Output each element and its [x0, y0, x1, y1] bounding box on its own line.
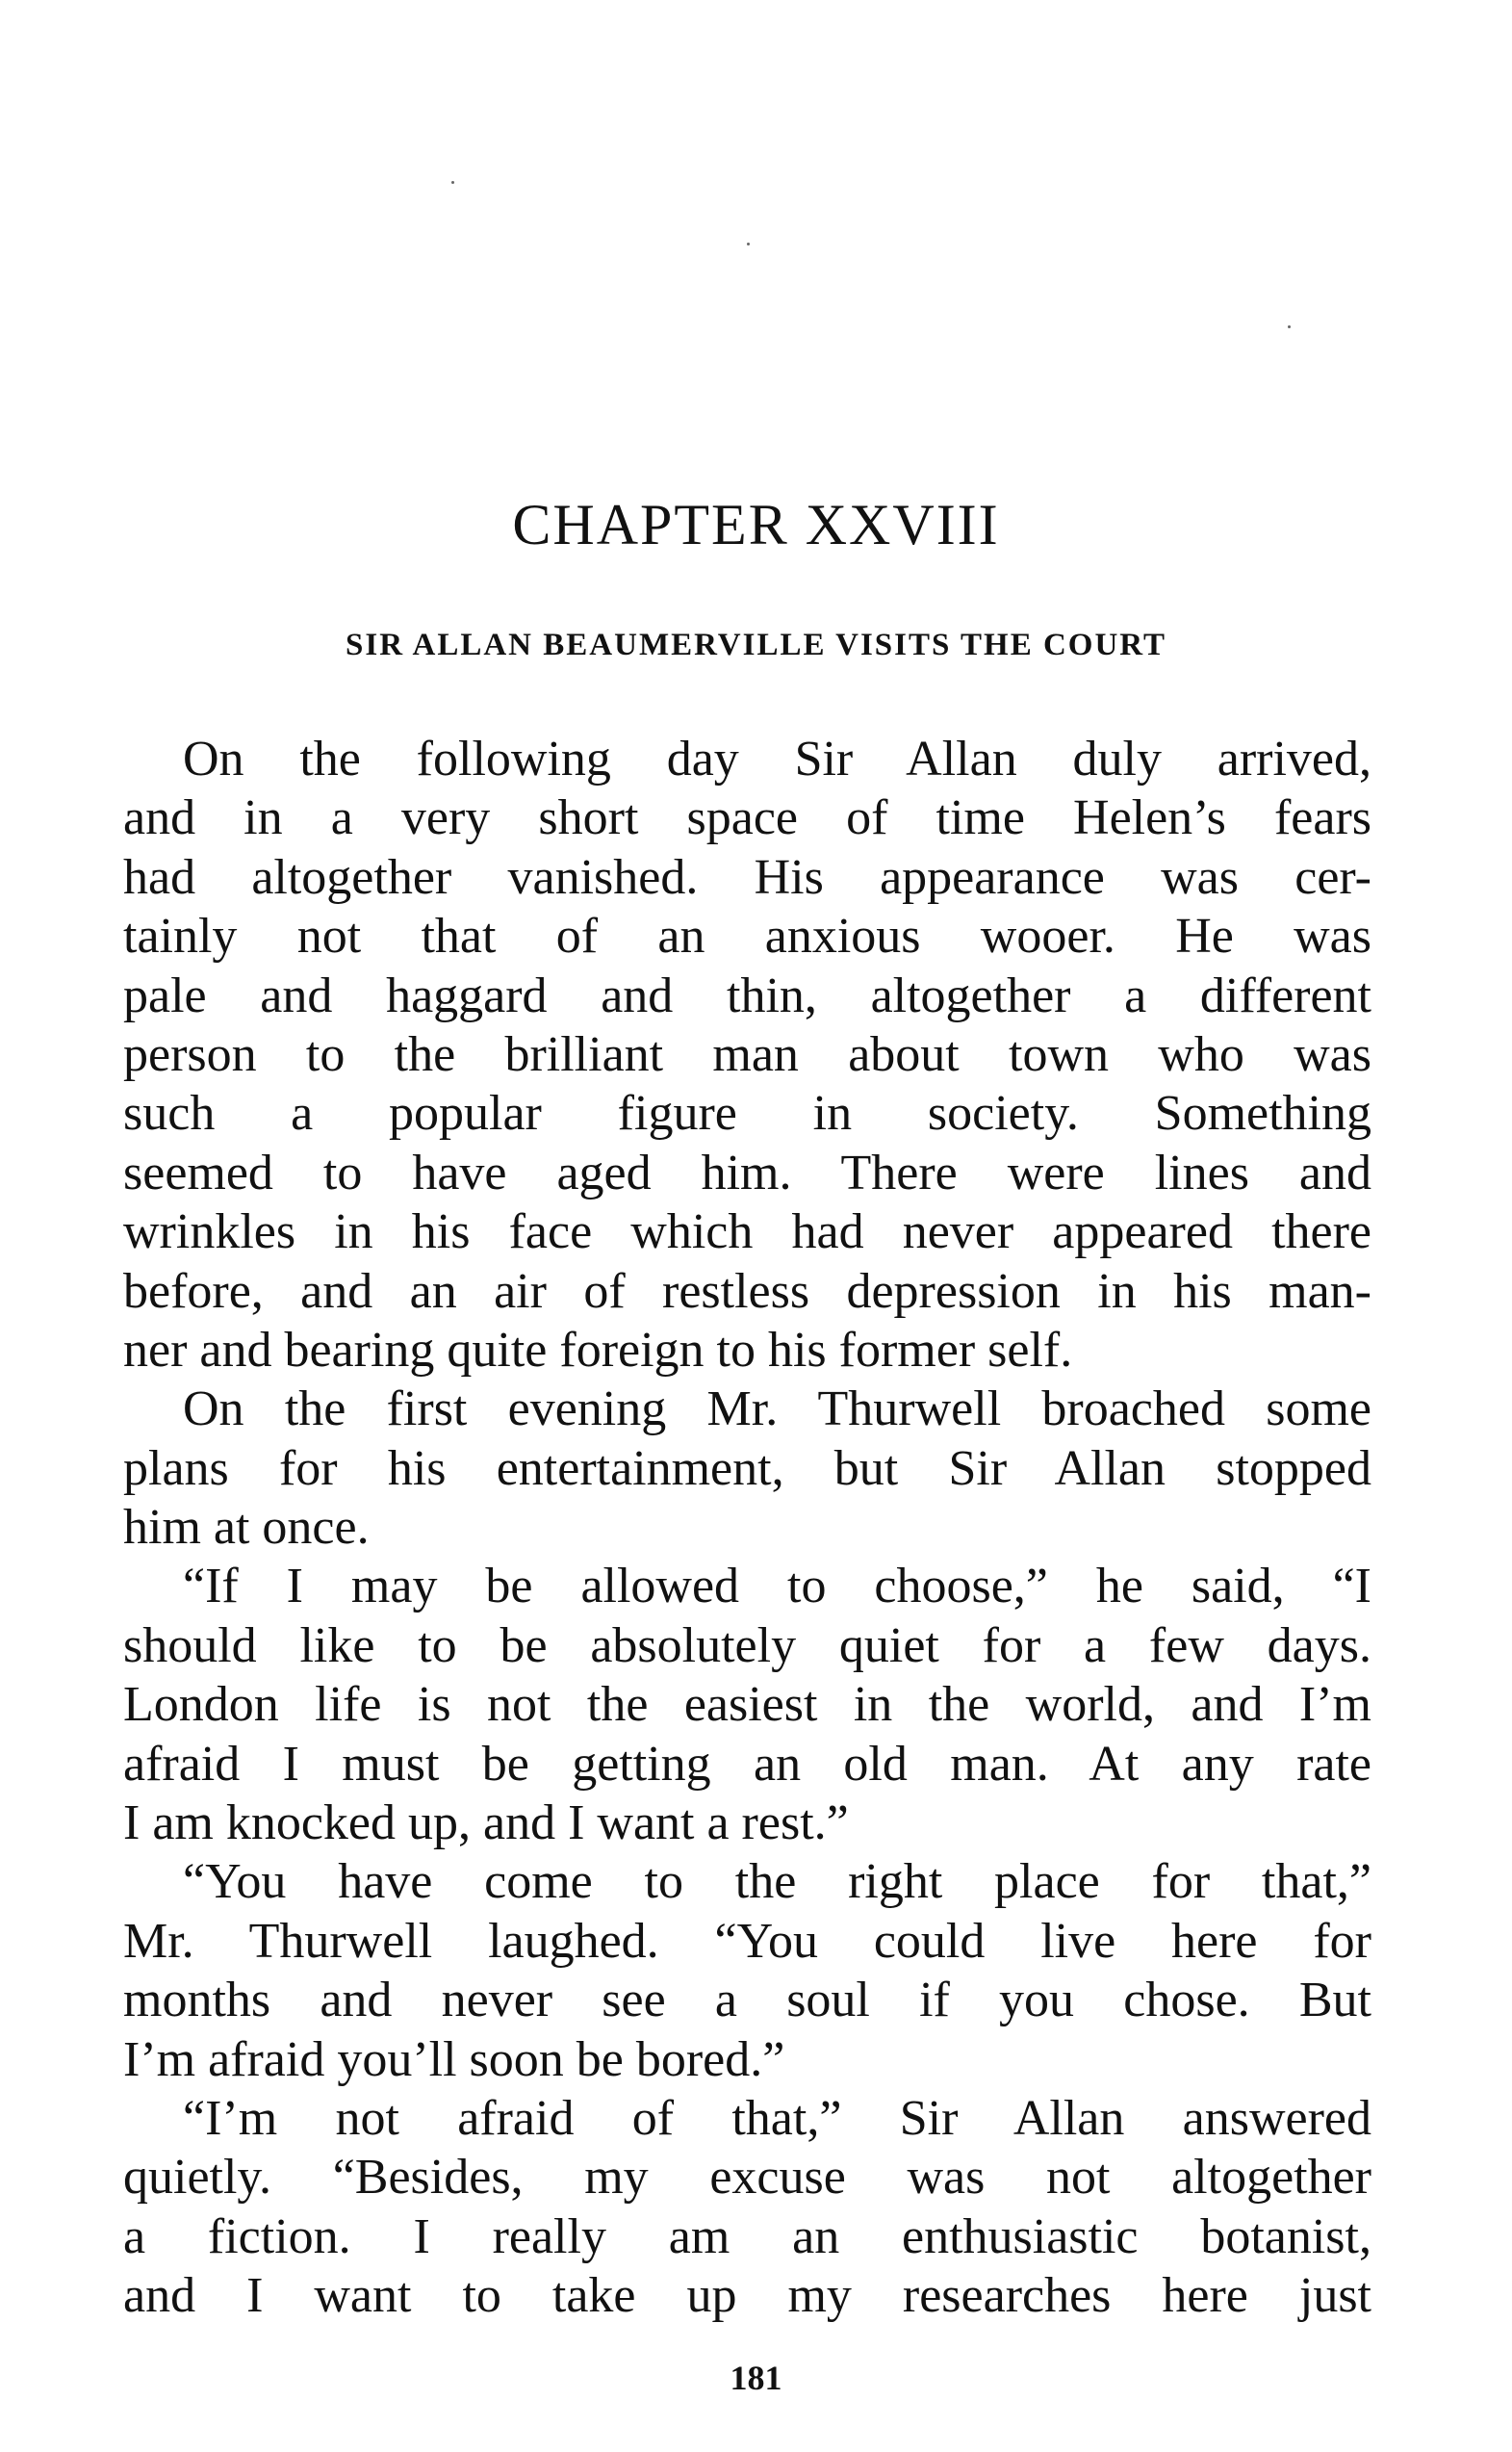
paper-speck — [1288, 325, 1291, 328]
text-line: afraid I must be getting an old man. At any rate — [123, 1736, 1371, 1792]
paper-speck — [451, 181, 454, 184]
text-line: had altogether vanished. His appearance was cer- — [123, 849, 1371, 905]
text-line: plans for his entertainment, but Sir Allan stopped — [123, 1440, 1371, 1496]
text-line: quietly. “Besides, my excuse was not altogether — [123, 2150, 1371, 2206]
text-line: ner and bearing quite foreign to his former self. — [123, 1322, 1073, 1378]
page-number: 181 — [730, 2359, 782, 2397]
text-line: should like to be absolutely quiet for a few days. — [123, 1617, 1371, 1673]
text-line: On the following day Sir Allan duly arrived, — [183, 732, 1371, 787]
paragraph — [123, 730, 1371, 1380]
text-line: a fiction. I really am an enthusiastic botanist, — [123, 2208, 1371, 2264]
paragraph — [123, 1852, 1371, 2089]
paper-speck — [747, 243, 750, 245]
text-line: him at once. — [123, 1500, 370, 1556]
text-line: On the first evening Mr. Thurwell broached some — [183, 1381, 1371, 1437]
text-line: and in a very short space of time Helen’s fears — [123, 790, 1371, 846]
text-line: person to the brilliant man about town who was — [123, 1026, 1371, 1082]
chapter-title: CHAPTER XXVIII — [512, 493, 1000, 556]
text-line: seemed to have aged him. There were lines and — [123, 1145, 1371, 1200]
text-line: months and never see a soul if you chose. But — [123, 1973, 1371, 2028]
body-text — [123, 730, 1371, 2326]
paragraph — [123, 1380, 1371, 1557]
text-line: tainly not that of an anxious wooer. He was — [123, 909, 1371, 965]
chapter-subtitle: SIR ALLAN BEAUMERVILLE VISITS THE COURT — [346, 628, 1166, 662]
text-line: such a popular figure in society. Something — [123, 1086, 1371, 1142]
text-line: London life is not the easiest in the world, and I’m — [123, 1677, 1371, 1733]
text-line: and I want to take up my researches here just — [123, 2268, 1371, 2324]
text-line: Mr. Thurwell laughed. “You could live here for — [123, 1913, 1371, 1969]
paragraph — [123, 1557, 1371, 1852]
text-line: “I’m not afraid of that,” Sir Allan answered — [183, 2090, 1371, 2146]
text-line: I am knocked up, and I want a rest.” — [123, 1795, 849, 1851]
text-line: “If I may be allowed to choose,” he said, “I — [183, 1559, 1371, 1614]
text-line: pale and haggard and thin, altogether a different — [123, 968, 1371, 1023]
text-line: I’m afraid you’ll soon be bored.” — [123, 2031, 785, 2087]
text-line: before, and an air of restless depression in his man- — [123, 1263, 1371, 1319]
paragraph — [123, 2089, 1371, 2326]
text-line: wrinkles in his face which had never appeared there — [123, 1204, 1371, 1260]
text-line: “You have come to the right place for that,” — [183, 1854, 1371, 1910]
